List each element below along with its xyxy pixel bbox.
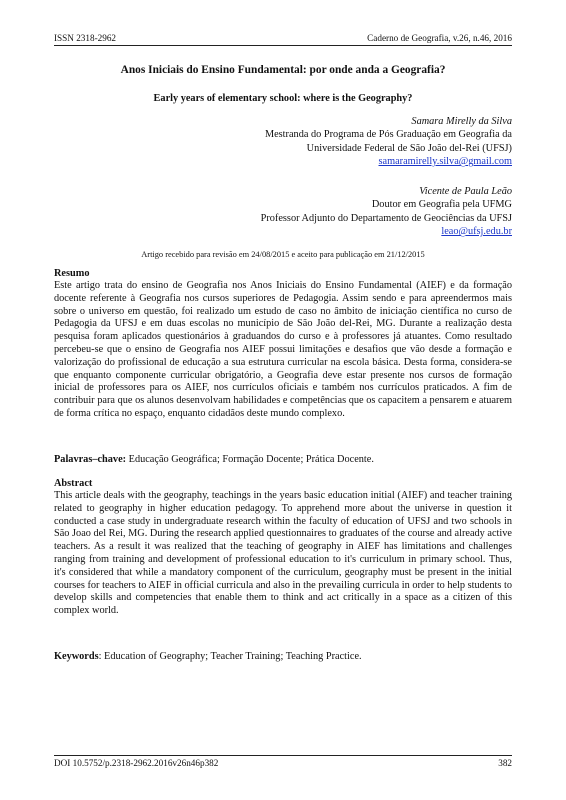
author-affiliation: Mestranda do Programa de Pós Graduação em Geografia da xyxy=(264,129,512,141)
author-block xyxy=(261,185,512,239)
abstract-heading: Abstract xyxy=(54,478,93,489)
keywords xyxy=(54,651,512,662)
article-subtitle: Early years of elementary school: where is the Geography? xyxy=(153,93,413,104)
author-name: Samara Mirelly da Silva xyxy=(411,116,512,127)
running-header xyxy=(54,33,512,46)
received-note: Artigo recebido para revisão em 24/08/2015 e aceito para publicação em 21/12/2015 xyxy=(141,250,425,259)
issn-text: ISSN 2318-2962 xyxy=(54,33,117,43)
author-affiliation: Doutor em Geografia pela UFMG xyxy=(371,199,512,211)
abstract-text: This article deals with the geography, teachings in the years basic education initial (AIEF) and teacher training related to geography in higher education pedagogy. To apprehend more about the universe in question it conducted a case study in undergraduate research within the faculty of education of UFSJ and two schools in São Joao del Rei, MG. During the research applied questionnaires to graduates of the course and already active teachers. As a result it was realized that the teaching of geography in AIEF has limitations and challenges ranging from training and development of professional education to it's curriculum in primary school. Thus, it's considered that while a mandatory component of the curriculum, geography must be present in the initial courses for teachers to AIEF in official curricula and also in the prevailing curricula in order to help students to develop skills and competencies that enable them to think and act critically in a space as a citizen of this complex world. xyxy=(54,490,512,617)
resumo-section xyxy=(54,268,512,421)
author-block xyxy=(265,115,512,169)
article-title: Anos Iniciais do Ensino Fundamental: por onde anda a Geografia? xyxy=(120,64,446,76)
palavras-chave-label: Palavras–chave: xyxy=(54,454,127,465)
author-email-link[interactable]: samaramirelly.silva@gmail.com xyxy=(378,156,512,168)
journal-citation: Caderno de Geografia, v.26, n.46, 2016 xyxy=(367,33,512,43)
abstract-section xyxy=(54,478,512,618)
author-affiliation: Universidade Federal de São João del-Rei (UFSJ) xyxy=(306,142,512,154)
author-email-link[interactable]: leao@ufsj.edu.br xyxy=(441,226,512,238)
resumo-text: Este artigo trata do ensino de Geografia nos Anos Iniciais do Ensino Fundamental (AIEF) e da formação docente referente à Geografia nos cursos superiores de Pedagogia. Assim sendo e para apreendermos mais sobre o universo em questão, foi realizado um estudo de caso no âmbito de iniciação científica no curso de Pedagogia da UFSJ e em duas escolas no município de São João del-Rei, MG. Durante a realização desta pesquisa foram aplicados questionários à graduandos do curso e à professores já atuantes. Como resultado percebeu-se que o ensino de Geografia nos AIEF possui limitações e desafios que vão desde a formação e valorização do profissional de educação a sua estrutura curricular na escola básica. Desta forma, considera-se que enquanto componente curricular obrigatório, a Geografia deve estar presente nos cursos de formação inicial de professores para os AIEF, nos currículos oficiais e também nos currículos praticados. A fim de contribuir para que os alunos desenvolvam habilidades e competências que os capacitem a pensarem e atuarem de forma crítica no espaço, enquanto cidadãos deste mundo complexo. xyxy=(54,280,512,419)
palavras-chave-text: Educação Geográfica; Formação Docente; Prática Docente. xyxy=(126,454,374,465)
keywords-text: : Education of Geography; Teacher Training; Teaching Practice. xyxy=(98,651,362,662)
running-footer xyxy=(54,755,512,768)
keywords-label: Keywords xyxy=(54,651,99,662)
page-number: 382 xyxy=(498,758,512,768)
resumo-heading: Resumo xyxy=(54,268,90,279)
doi-text: DOI 10.5752/p.2318-2962.2016v26n46p382 xyxy=(54,758,219,768)
palavras-chave xyxy=(54,454,512,465)
author-affiliation: Professor Adjunto do Departamento de Geociências da UFSJ xyxy=(260,212,512,224)
author-name: Vicente de Paula Leão xyxy=(419,186,512,197)
